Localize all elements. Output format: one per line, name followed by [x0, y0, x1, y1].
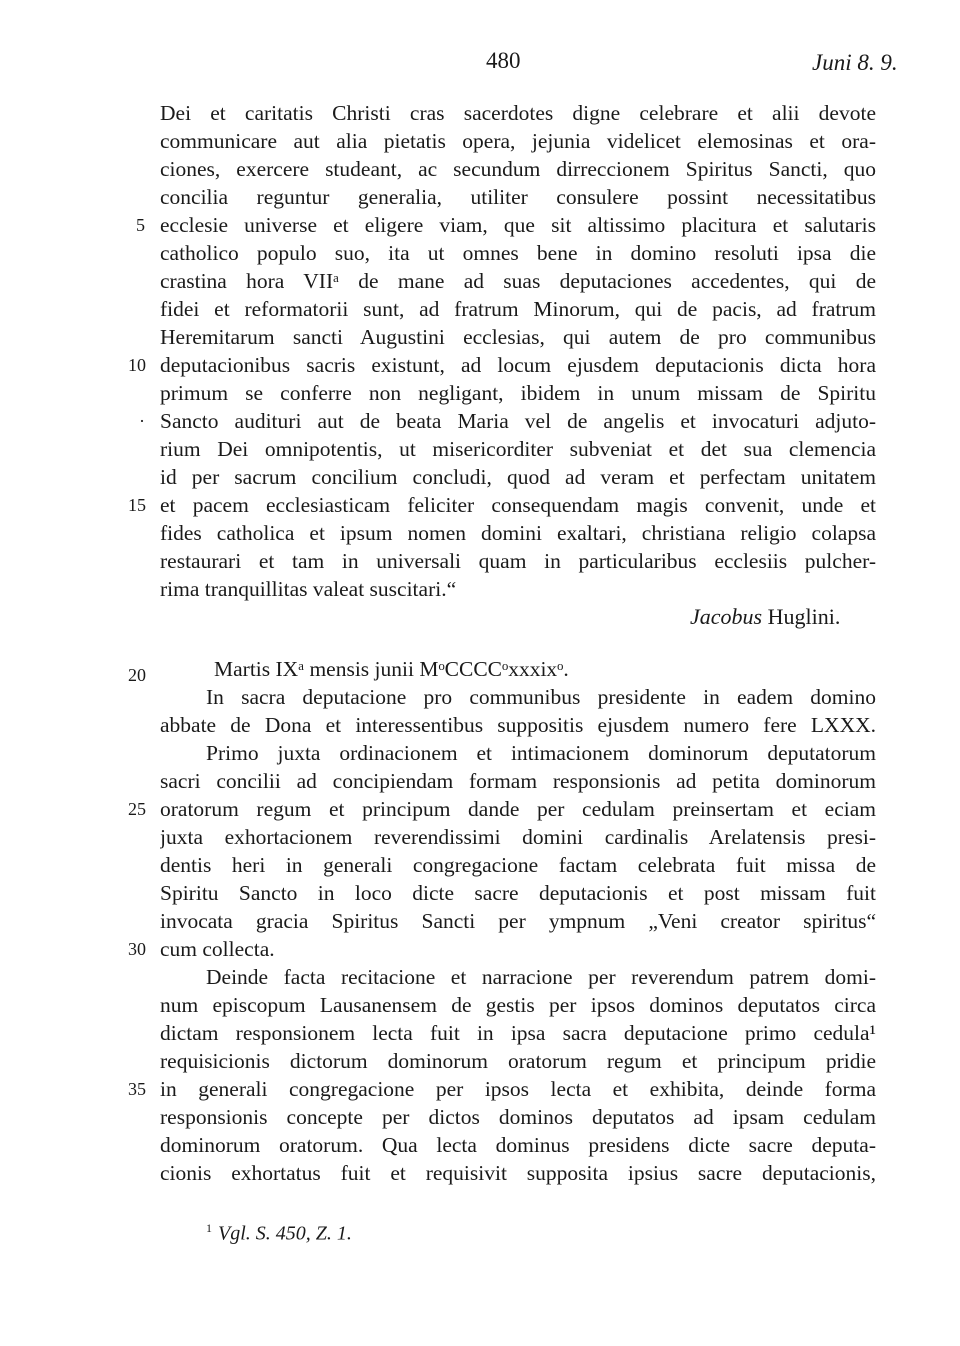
signature-last-name: Huglini. [767, 604, 841, 629]
text-line: restaurari et tam in universali quam in particularibus ecclesiis pulcher- [160, 549, 876, 573]
text-line: fidei et reformatorii sunt, ad fratrum Minorum, qui de pacis, ad fratrum [160, 297, 876, 321]
text-line: in generali congregacione per ipsos lecta et exhibita, deinde forma [160, 1077, 876, 1101]
text-line: dictam responsionem lecta fuit in ipsa sacra deputacione primo cedula¹ [160, 1021, 876, 1045]
text-line: deputacionibus sacris existunt, ad locum ejusdem deputacionis dicta hora [160, 353, 876, 377]
text-line: juxta exhortacionem reverendissimi domini cardinalis Arelatensis presi- [160, 825, 876, 849]
text-line: Spiritu Sancto in loco dicte sacre deputacionis et post missam fuit [160, 881, 876, 905]
text-line: Dei et caritatis Christi cras sacerdotes digne celebrare et alii devote [160, 101, 876, 125]
text-line: cionis exhortatus fuit et requisivit supposita ipsius sacre deputacionis, [160, 1161, 876, 1185]
text-line: cum collecta. [160, 937, 275, 961]
text-line: ecclesie universe et eligere viam, que sit altissimo placitura et salutaris [160, 213, 876, 237]
text-line: concilia reguntur generalia, utiliter consulere possint necessitatibus [160, 185, 876, 209]
line-number: 5 [136, 215, 145, 235]
text-line: et pacem ecclesiasticam feliciter consequendam magis convenit, unde et [160, 493, 876, 517]
text-line: responsionis concepte per dictos dominos deputatos ad ipsam cedulam [160, 1105, 876, 1129]
text-line: Heremitarum sancti Augustini ecclesias, qui autem de pro communibus [160, 325, 876, 349]
signature [690, 602, 840, 632]
footnote [206, 1214, 352, 1248]
text-line: crastina hora VIIᵃ de mane ad suas deputaciones accedentes, qui de [160, 269, 876, 293]
text-line: fides catholica et ipsum nomen domini exaltari, christiana religio colapsa [160, 521, 876, 545]
line-number: 25 [128, 799, 146, 819]
text-line: rima tranquillitas valeat suscitari.“ [160, 577, 457, 601]
text-line: ciones, exercere studeant, ac secundum dirreccionem Spiritus Sancti, quo [160, 157, 876, 181]
text-line: requisicionis dictorum dominorum oratorum regum et principum pridie [160, 1049, 876, 1073]
footnote-text: Vgl. S. 450, Z. 1. [218, 1222, 352, 1245]
text-line: oratorum regum et principum dande per cedulam preinsertam et eciam [160, 797, 876, 821]
text-line: num episcopum Lausanensem de gestis per ipsos dominos deputatos circa [160, 993, 876, 1017]
text-line: Primo juxta ordinacionem et intimacionem dominorum deputatorum [206, 741, 876, 765]
text-line: Martis IXᵃ mensis junii MᵒCCCCᵒxxxixᵒ. [214, 657, 569, 681]
line-number: 30 [128, 939, 146, 959]
text-line: rium Dei omnipotentis, ut misericorditer subveniat et det sua clemencia [160, 437, 876, 461]
signature-first-name: Jacobus [690, 604, 763, 629]
line-number: 35 [128, 1079, 146, 1099]
text-line: dominorum oratorum. Qua lecta dominus presidens dicte sacre deputa- [160, 1133, 876, 1157]
text-line: sacri concilii ad concipiendam formam responsionis ad petita dominorum [160, 769, 876, 793]
margin-mark: · [139, 411, 145, 431]
running-header-date: Juni 8. 9. [812, 50, 898, 75]
text-line: catholico populo suo, ita ut omnes bene in domino resoluti ipsa die [160, 241, 876, 265]
text-line: Sancto audituri aut de beata Maria vel de angelis et invocaturi adjuto- [160, 409, 876, 433]
text-line: id per sacrum concilium concludi, quod ad veram et perfectam unitatem [160, 465, 876, 489]
line-number: 15 [128, 495, 146, 515]
text-line: invocata gracia Spiritus Sancti per ympnum „Veni creator spiritus“ [160, 909, 876, 933]
text-line: Deinde facta recitacione et narracione per reverendum patrem domi- [206, 965, 876, 989]
text-line: dentis heri in generali congregacione factam celebrata fuit missa de [160, 853, 876, 877]
footnote-marker: 1 [206, 1221, 212, 1235]
text-line: communicare aut alia pietatis opera, jejunia videlicet elemosinas et ora- [160, 129, 876, 153]
text-line: primum se conferre non negligant, ibidem in unum missam de Spiritu [160, 381, 876, 405]
line-number: 20 [128, 665, 146, 685]
page-number: 480 [486, 48, 521, 73]
line-number: 10 [128, 355, 146, 375]
text-line: In sacra deputacione pro communibus presidente in eadem domino [206, 685, 876, 709]
text-line: abbate de Dona et interessentibus suppositis ejusdem numero fere LXXX. [160, 713, 876, 737]
